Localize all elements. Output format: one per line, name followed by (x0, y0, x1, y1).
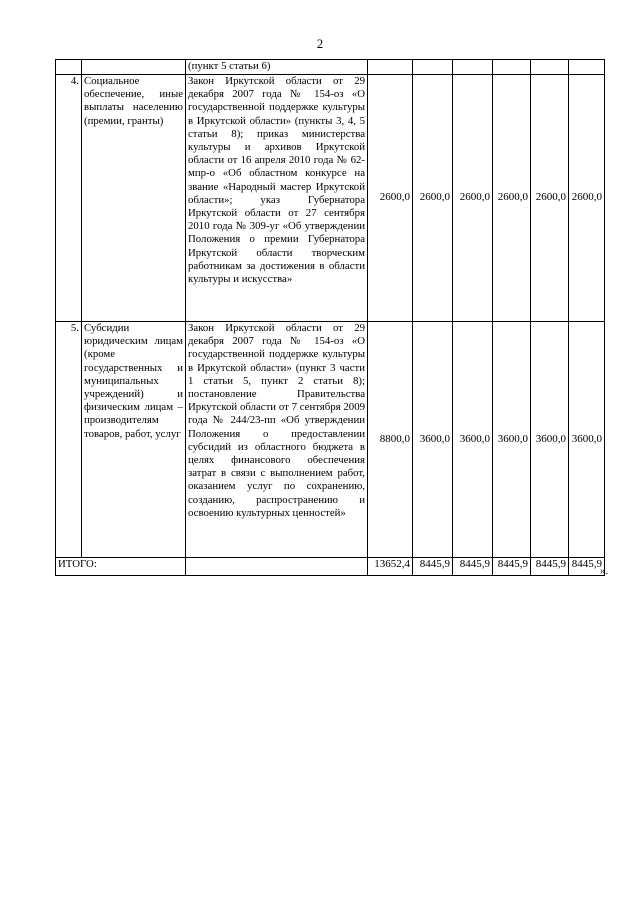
category-cell (82, 60, 186, 75)
legal-basis-cell (186, 558, 368, 576)
value-cell (493, 60, 531, 75)
row-index: 4. (56, 75, 82, 322)
row-legal-basis: Закон Иркутской области от 29 декабря 2007 года № 154-оз «О государственной поддержке культуры в Иркутской области» (пункт 3 части 1 статьи 5, пункт 2 статьи 8); постановление Правительства Иркутской области от 7 сентября 2009 года № 244/23-пп «Об утверждении Положения о предоставлении субсидий из областного бюджета в целях финансового обеспечения затрат в связи с выполнением работ, оказанием услуг по сохранению, созданию, распространению и освоению культурных ценностей» (186, 322, 368, 558)
row-value: 2600,0 (493, 75, 531, 322)
total-value: 8445,9 (453, 558, 493, 576)
table-row (56, 322, 605, 558)
value-cell (569, 60, 605, 75)
row-legal-basis: Закон Иркутской области от 29 декабря 2007 года № 154-оз «О государственной поддержке культуры в Иркутской области» (пункты 3, 4, 5 статьи 8); приказ министерства культуры и архивов Иркутской области от 16 апреля 2010 года № 62-мпр-о «Об областном конкурсе на звание «Народный мастер Иркутской области»; указ Губернатора Иркутской области от 27 сентября 2010 года № 309-уг «Об утверждении Положения о премии Губернатора Иркутской области творческим работникам за достижения в области культуры и искусства» (186, 75, 368, 322)
total-value: 8445,9 (569, 558, 605, 576)
table-row (56, 75, 605, 322)
row-value: 3600,0 (453, 322, 493, 558)
row-value: 2600,0 (531, 75, 569, 322)
row-value: 2600,0 (569, 75, 605, 322)
row-value: 3600,0 (531, 322, 569, 558)
row-index: 5. (56, 322, 82, 558)
row-value: 3600,0 (569, 322, 605, 558)
value-cell (531, 60, 569, 75)
row-value: 8800,0 (368, 322, 413, 558)
total-label: ИТОГО: (56, 558, 186, 576)
row-category: Субсидии юридическим лицам (кроме государственных и муниципальных учреждений) и физическим лицам – производителям товаров, работ, услуг (82, 322, 186, 558)
row-value: 3600,0 (493, 322, 531, 558)
total-value: 13652,4 (368, 558, 413, 576)
row-category: Социальное обеспечение, иные выплаты населению (премии, гранты) (82, 75, 186, 322)
row-value: 2600,0 (368, 75, 413, 322)
value-cell (413, 60, 453, 75)
row-value: 2600,0 (413, 75, 453, 322)
continuation-row (56, 60, 605, 75)
page-number: 2 (316, 36, 324, 51)
value-cell (368, 60, 413, 75)
closing-quote: ». (600, 565, 609, 577)
legal-basis-cell: (пункт 5 статьи 6) (186, 60, 368, 75)
total-value: 8445,9 (493, 558, 531, 576)
budget-table (55, 59, 605, 576)
total-value: 8445,9 (531, 558, 569, 576)
row-value: 3600,0 (413, 322, 453, 558)
total-row (56, 558, 605, 576)
value-cell (453, 60, 493, 75)
row-value: 2600,0 (453, 75, 493, 322)
index-cell (56, 60, 82, 75)
total-value: 8445,9 (413, 558, 453, 576)
